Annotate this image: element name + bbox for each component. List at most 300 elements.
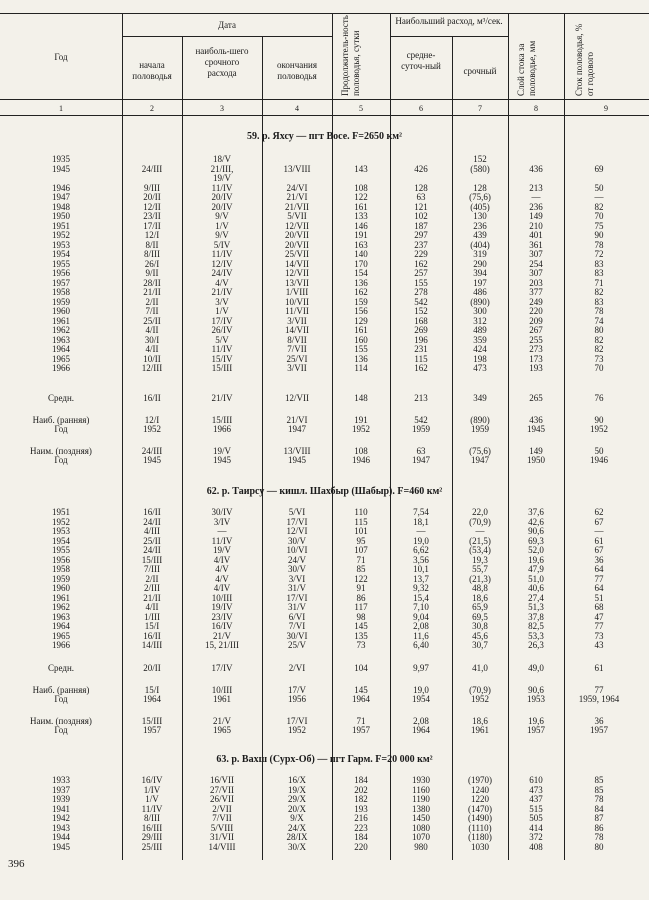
table-cell: (75,6)	[469, 192, 491, 202]
table-cell: 2/VI	[288, 663, 306, 673]
header-daily-mean: средне-суточ-ный	[401, 50, 441, 71]
table-cell: 198	[473, 353, 487, 364]
table-cell: 67	[594, 516, 604, 527]
table-cell: 1945	[527, 424, 545, 434]
header-flood-start: начала половодья	[132, 60, 172, 81]
table-row	[0, 317, 649, 327]
table-cell: 231	[414, 344, 428, 354]
table-cell: 1954	[52, 535, 70, 546]
table-cell: 27/VII	[210, 784, 234, 795]
table-cell: 2/II	[145, 573, 159, 584]
table-cell: 143	[354, 163, 368, 174]
table-cell: 1380	[412, 803, 430, 814]
table-cell: 254	[529, 258, 543, 269]
table-cell: 159	[354, 296, 368, 307]
table-cell: (890)	[470, 414, 490, 425]
table-cell: 72	[594, 249, 604, 259]
table-cell: 20/II	[143, 192, 161, 202]
table-cell: 160	[354, 334, 368, 345]
table-cell: 1963	[52, 334, 70, 345]
table-cell: 980	[414, 841, 428, 852]
table-cell: 505	[529, 813, 543, 823]
table-cell: 3/VI	[288, 573, 306, 584]
column-number: 9	[604, 104, 608, 113]
table-cell: 82	[594, 344, 604, 354]
table-cell: 130	[473, 211, 487, 221]
table-cell: 1952	[471, 694, 489, 704]
table-cell: 23/IV	[211, 611, 233, 622]
table-cell: 52,0	[528, 545, 544, 555]
table-cell: 1/V	[215, 220, 229, 231]
table-cell: 11/IV	[211, 344, 233, 354]
table-cell: 1962	[52, 602, 70, 612]
table-cell: 182	[354, 794, 368, 804]
table-cell: 1954	[412, 694, 430, 704]
table-cell: 11/IV	[211, 249, 233, 259]
table-cell: (21,5)	[469, 535, 491, 546]
table-cell: 4/III	[144, 526, 160, 536]
table-cell: 12/I	[144, 414, 160, 425]
table-cell: 4/II	[145, 344, 159, 354]
table-cell: 156	[354, 306, 368, 316]
table-cell: 1935	[52, 154, 70, 164]
table-cell: 76	[594, 393, 604, 403]
table-cell: 437	[529, 794, 543, 804]
table-cell: 1944	[52, 832, 70, 842]
summary-row	[0, 447, 649, 457]
table-cell: 202	[354, 784, 368, 795]
table-cell: 154	[354, 268, 368, 278]
table-cell: 610	[529, 775, 543, 785]
table-cell: 394	[473, 268, 487, 278]
table-cell: 19/IV	[211, 602, 233, 612]
table-row	[0, 193, 649, 203]
table-cell: 30,8	[472, 621, 488, 631]
table-cell: 55,7	[472, 564, 488, 574]
table-cell: 170	[354, 258, 368, 269]
table-cell: 85	[594, 784, 604, 795]
section-summary	[0, 394, 649, 466]
table-cell: 149	[529, 445, 543, 456]
table-cell: 50	[594, 182, 604, 193]
table-cell: 12/I	[144, 230, 160, 240]
table-row	[0, 279, 649, 289]
table-cell: 4/IV	[213, 583, 231, 593]
table-cell: 85	[594, 775, 604, 785]
table-cell: 108	[354, 182, 368, 193]
table-cell: Год	[54, 694, 68, 704]
table-cell: 473	[473, 363, 487, 373]
table-cell: 136	[354, 277, 368, 288]
table-cell: 14/VII	[285, 325, 309, 335]
page-number: 396	[8, 858, 25, 870]
table-cell: 5/IV	[213, 239, 231, 250]
table-cell: 90	[594, 414, 604, 425]
table-cell: 20/VII	[285, 230, 309, 240]
table-cell: —	[475, 526, 485, 536]
table-cell: 1947	[52, 192, 70, 202]
table-cell: 24/III	[141, 163, 163, 174]
table-cell: 13,7	[413, 573, 429, 584]
table-cell: 11/IV	[141, 803, 163, 814]
table-cell: 10/II	[143, 353, 161, 364]
table-cell: 15,4	[413, 592, 429, 603]
table-cell: 25/II	[143, 535, 161, 546]
table-cell: 1957	[52, 277, 70, 288]
table-cell: 436	[529, 414, 543, 425]
table-cell: 515	[529, 803, 543, 814]
table-cell: 193	[354, 803, 368, 814]
table-cell: 249	[529, 296, 543, 307]
table-cell: —	[594, 526, 604, 536]
table-row	[0, 565, 649, 575]
table-cell: (890)	[470, 296, 490, 307]
table-cell: 155	[354, 344, 368, 354]
table-cell: 1965	[213, 725, 231, 735]
table-cell: 9,32	[413, 583, 429, 593]
table-cell: 64	[594, 564, 604, 574]
table-cell: 15/III	[211, 414, 233, 425]
table-cell: 191	[354, 414, 368, 425]
table-cell: 115	[354, 516, 368, 527]
section-data	[0, 508, 649, 651]
table-cell: 5/VI	[288, 507, 306, 517]
table-cell: 28/II	[143, 277, 161, 288]
date-group-underline	[122, 36, 332, 37]
table-cell: —	[416, 526, 426, 536]
table-row	[0, 336, 649, 346]
table-cell: 102	[414, 211, 428, 221]
table-cell: 439	[473, 230, 487, 240]
summary-row	[0, 717, 649, 727]
table-cell: 15/IV	[211, 353, 233, 364]
table-cell: 23/II	[143, 211, 161, 221]
table-row	[0, 174, 649, 184]
table-cell: 108	[354, 445, 368, 456]
table-cell: 1/V	[215, 306, 229, 316]
table-cell: 30/I	[144, 334, 160, 345]
table-cell: 1957	[527, 725, 545, 735]
table-cell: 83	[594, 296, 604, 307]
table-cell: 1953	[52, 239, 70, 250]
table-cell: 36	[594, 554, 604, 565]
table-cell: 20/X	[288, 803, 306, 814]
table-cell: —	[594, 192, 604, 202]
table-row	[0, 776, 649, 786]
table-row	[0, 269, 649, 279]
table-cell: 349	[473, 393, 487, 403]
table-cell: 37,8	[528, 611, 544, 622]
table-cell: 161	[354, 325, 368, 335]
table-cell: 14/VIII	[208, 841, 236, 852]
table-cell: 209	[529, 315, 543, 326]
table-row	[0, 613, 649, 623]
table-cell: 26/I	[144, 258, 160, 269]
table-cell: 73	[594, 630, 604, 641]
table-cell: 90,6	[528, 526, 544, 536]
table-cell: 162	[414, 258, 428, 269]
table-cell: 408	[529, 841, 543, 852]
table-cell: 15/III	[211, 363, 233, 373]
table-cell: 9,04	[413, 611, 429, 622]
table-cell: 25/VI	[286, 353, 308, 364]
table-cell: 269	[414, 325, 428, 335]
table-cell: 11/VII	[285, 306, 309, 316]
table-cell: 31/V	[288, 583, 306, 593]
table-cell: 51	[594, 592, 604, 603]
table-cell: 236	[473, 220, 487, 231]
table-row	[0, 355, 649, 365]
table-cell: 83	[594, 258, 604, 269]
summary-row	[0, 456, 649, 466]
table-cell: 20/VII	[285, 239, 309, 250]
table-top-border	[0, 13, 649, 14]
table-cell: 220	[354, 841, 368, 852]
table-cell: 196	[414, 334, 428, 345]
table-cell: 1946	[590, 455, 608, 465]
table-cell: 21/VI	[286, 192, 308, 202]
column-number: 3	[220, 104, 224, 113]
table-cell: (1490)	[468, 813, 492, 823]
table-cell: 1961	[471, 725, 489, 735]
header-divider	[508, 13, 509, 115]
table-cell: 187	[414, 220, 428, 231]
table-row	[0, 594, 649, 604]
table-cell: 1160	[412, 784, 430, 795]
table-cell: 14/III	[141, 640, 163, 650]
table-cell: 1955	[52, 545, 70, 555]
table-row	[0, 824, 649, 834]
table-cell: 1030	[471, 841, 489, 852]
table-cell: 78	[594, 306, 604, 316]
table-cell: 71	[594, 277, 604, 288]
table-cell: 7,54	[413, 507, 429, 517]
table-cell: 24/X	[288, 822, 306, 833]
table-cell: 1220	[471, 794, 489, 804]
header-runoff-layer: Слой стока за половодье, мм	[516, 40, 537, 96]
table-cell: 122	[354, 573, 368, 584]
table-cell: 10,1	[413, 564, 429, 574]
table-row	[0, 622, 649, 632]
table-cell: 9/V	[215, 230, 229, 240]
section-summary	[0, 664, 649, 736]
table-cell: 1964	[52, 621, 70, 631]
table-row	[0, 222, 649, 232]
table-cell: 21/III,	[210, 163, 234, 174]
table-cell: 377	[529, 287, 543, 297]
table-cell: 1946	[52, 182, 70, 193]
table-cell: 117	[354, 602, 368, 612]
table-row	[0, 364, 649, 374]
table-cell: 1952	[143, 424, 161, 434]
table-cell: 26/IV	[211, 325, 233, 335]
table-cell: 426	[414, 163, 428, 174]
table-cell: 12/VII	[285, 220, 309, 231]
table-cell: 5/V	[215, 334, 229, 345]
table-cell: 16/II	[143, 630, 161, 641]
table-cell: 14/VII	[285, 258, 309, 269]
table-cell: 1956	[52, 554, 70, 565]
table-cell: 473	[529, 784, 543, 795]
table-cell: 1964	[412, 725, 430, 735]
table-cell: 3/VII	[287, 315, 307, 326]
table-cell: 9/V	[215, 211, 229, 221]
table-cell: 1959	[52, 296, 70, 307]
table-cell: 129	[354, 315, 368, 326]
table-cell: 19,3	[472, 554, 488, 565]
table-cell: 184	[354, 775, 368, 785]
table-cell: 1950	[52, 211, 70, 221]
table-cell: 18,6	[472, 592, 488, 603]
table-row	[0, 556, 649, 566]
table-cell: 61	[594, 535, 604, 546]
table-cell: 1947	[471, 455, 489, 465]
table-cell: 30/V	[288, 564, 306, 574]
table-cell: 71	[356, 715, 366, 726]
table-cell: (53,4)	[469, 545, 491, 555]
table-cell: 12/IV	[211, 258, 233, 269]
table-cell: 13/VII	[285, 277, 309, 288]
table-cell: 61	[594, 663, 604, 673]
header-runoff-percent: Сток половодья, % от годового	[574, 23, 595, 96]
table-cell: 3/VII	[287, 363, 307, 373]
table-cell: 4/V	[215, 573, 229, 584]
table-cell: 312	[473, 315, 487, 326]
table-row	[0, 345, 649, 355]
table-cell: 69,5	[472, 611, 488, 622]
table-cell: 237	[414, 239, 428, 250]
table-cell: 85	[356, 564, 366, 574]
table-cell: 29/X	[288, 794, 306, 804]
table-cell: 1953	[527, 694, 545, 704]
header-year: Год	[54, 52, 68, 62]
table-cell: 4/II	[145, 325, 159, 335]
table-cell: 1947	[412, 455, 430, 465]
table-cell: 16/IV	[211, 621, 233, 631]
table-cell: 486	[473, 287, 487, 297]
table-cell: 62	[594, 507, 604, 517]
table-cell: 8/VII	[287, 334, 307, 345]
table-cell: 1952	[590, 424, 608, 434]
table-cell: —	[531, 192, 541, 202]
table-cell: 7,10	[413, 602, 429, 612]
table-cell: 1956	[52, 268, 70, 278]
column-number: 7	[478, 104, 482, 113]
table-cell: 122	[354, 192, 368, 202]
table-cell: 161	[354, 201, 368, 212]
table-cell: 1965	[52, 353, 70, 364]
table-cell: 1961	[213, 694, 231, 704]
table-cell: 70	[594, 363, 604, 373]
table-cell: 6,40	[413, 640, 429, 650]
column-number: 4	[295, 104, 299, 113]
table-cell: 2/VII	[212, 803, 232, 814]
table-cell: 70	[594, 211, 604, 221]
table-cell: 184	[354, 832, 368, 842]
header-flow-group: Наибольший расход, м³/сек.	[395, 16, 503, 26]
table-cell: 75	[594, 220, 604, 231]
header-divider	[182, 36, 183, 115]
table-cell: 257	[414, 268, 428, 278]
table-cell: 7/II	[145, 306, 159, 316]
table-cell: 489	[473, 325, 487, 335]
table-cell: 1957	[352, 725, 370, 735]
table-cell: 1960	[52, 583, 70, 593]
table-cell: 149	[529, 211, 543, 221]
table-cell: 90	[594, 230, 604, 240]
table-cell: 19/V	[213, 545, 231, 555]
table-cell: 145	[354, 621, 368, 631]
header-duration: Продолжитель-ность половодья, сутки	[340, 15, 361, 96]
column-number: 2	[150, 104, 154, 113]
table-cell: 152	[473, 154, 487, 164]
table-cell: 101	[354, 526, 368, 536]
table-row	[0, 843, 649, 853]
table-cell: 1959	[52, 573, 70, 584]
table-cell: 63	[416, 445, 426, 456]
table-cell: 27,4	[528, 592, 544, 603]
table-cell: 136	[354, 353, 368, 364]
table-cell: 1950	[527, 455, 545, 465]
table-cell: 17/VI	[286, 715, 308, 726]
table-cell: 1952	[52, 230, 70, 240]
table-cell: 18,1	[413, 516, 429, 527]
table-cell: 1070	[412, 832, 430, 842]
table-cell: 19,6	[528, 554, 544, 565]
table-cell: 77	[594, 684, 604, 695]
table-cell: 63	[416, 192, 426, 202]
table-cell: 213	[529, 182, 543, 193]
table-cell: Год	[54, 455, 68, 465]
table-cell: 78	[594, 794, 604, 804]
table-cell: 4/V	[215, 277, 229, 288]
table-cell: 28/IX	[286, 832, 308, 842]
table-cell: 26,3	[528, 640, 544, 650]
header-divider	[564, 13, 565, 115]
table-cell: 542	[414, 296, 428, 307]
table-cell: 162	[414, 363, 428, 373]
table-cell: Средн.	[47, 663, 75, 673]
table-cell: 86	[594, 822, 604, 833]
table-cell: 1/IV	[143, 784, 161, 795]
table-cell: 278	[414, 287, 428, 297]
table-cell: 68	[594, 602, 604, 612]
table-row	[0, 786, 649, 796]
header-flood-end: окончания половодья	[276, 60, 318, 81]
table-row	[0, 833, 649, 843]
table-cell: 1956	[288, 694, 306, 704]
table-cell: 2/III	[144, 583, 160, 593]
table-cell: 135	[354, 630, 368, 641]
section-data	[0, 776, 649, 852]
table-cell: 47	[594, 611, 604, 622]
table-cell: 15/I	[144, 684, 160, 695]
table-row	[0, 584, 649, 594]
table-cell: 82	[594, 201, 604, 212]
table-cell: 24/III	[141, 445, 163, 456]
table-cell: 6/VI	[288, 611, 306, 622]
table-cell: 74	[594, 315, 604, 326]
table-cell: 319	[473, 249, 487, 259]
table-cell: 8/III	[144, 249, 160, 259]
table-cell: 11/IV	[211, 182, 233, 193]
table-cell: 10/III	[211, 592, 233, 603]
table-cell: 1957	[143, 725, 161, 735]
table-cell: 19/X	[288, 784, 306, 795]
table-cell: 114	[354, 363, 368, 373]
table-cell: 4/II	[145, 602, 159, 612]
table-cell: 1941	[52, 803, 70, 814]
